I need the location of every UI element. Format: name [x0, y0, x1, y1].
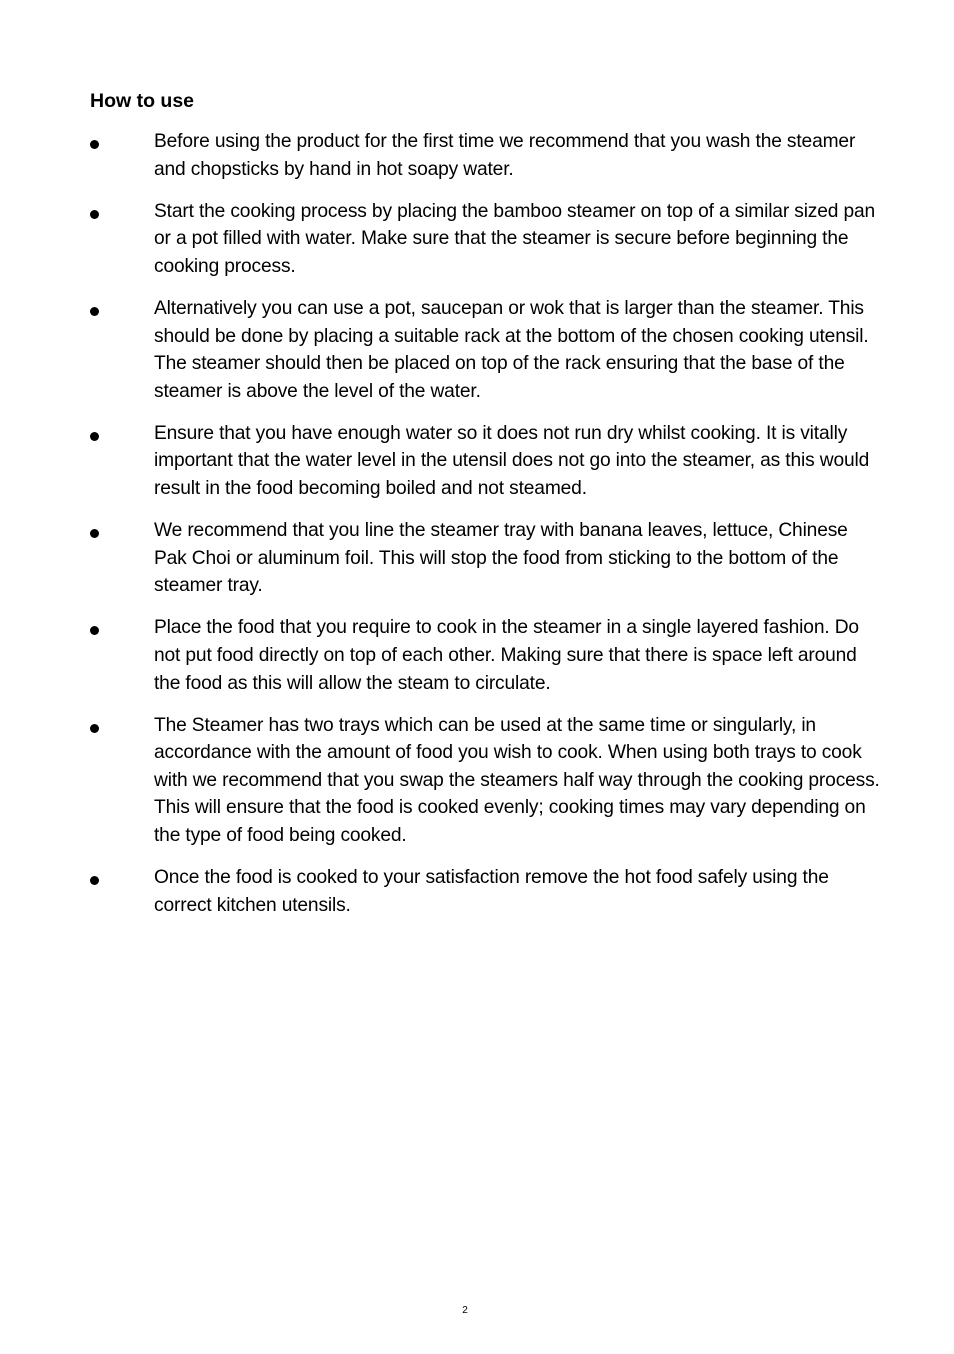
list-item: [90, 295, 880, 405]
list-item: [90, 198, 880, 281]
list-item-text: Ensure that you have enough water so it does not run dry whilst cooking. It is vitally important that the water level in the utensil does not go into the steamer, as this would result in the food becoming boiled and not steamed.: [154, 422, 870, 500]
bullet-icon: [90, 626, 99, 635]
bullet-icon: [90, 307, 99, 316]
instruction-list: [90, 128, 880, 934]
bullet-icon: [90, 140, 99, 149]
page-number: 2: [462, 1305, 468, 1316]
list-item-text: Place the food that you require to cook in the steamer in a single layered fashion. Do not put food directly on top of each other. Making sure that there is space left around the food as this will allow the steam to circulate.: [154, 617, 859, 694]
list-item: [90, 614, 880, 697]
bullet-icon: [90, 876, 99, 885]
list-item: [90, 712, 880, 850]
list-item-text: Start the cooking process by placing the bamboo steamer on top of a similar sized pan or a pot filled with water. Make sure that the steamer is secure before beginning the cooking process.: [154, 200, 876, 277]
list-item-text: The Steamer has two trays which can be used at the same time or singularly, in accordance with the amount of food you wish to cook. When using both trays to cook with we recommend that you swap the steamers half way through the cooking process. This will ensure that the food is cooked evenly; cooking times may vary depending on the type of food being cooked.: [154, 714, 880, 847]
bullet-icon: [90, 432, 99, 441]
list-item-text: We recommend that you line the steamer tray with banana leaves, lettuce, Chinese Pak Choi or aluminum foil. This will stop the food from sticking to the bottom of the steamer tray.: [154, 520, 848, 597]
list-item: [90, 864, 880, 919]
list-item: [90, 517, 880, 600]
bullet-icon: [90, 724, 99, 733]
section-heading: How to use: [90, 90, 195, 112]
list-item-text: Once the food is cooked to your satisfaction remove the hot food safely using the correct kitchen utensils.: [154, 867, 829, 916]
list-item-text: Alternatively you can use a pot, saucepan or wok that is larger than the steamer. This should be done by placing a suitable rack at the bottom of the chosen cooking utensil. The steamer should then be placed on top of the rack ensuring that the base of the steamer is above the level of the water.: [154, 297, 869, 402]
list-item: [90, 128, 880, 183]
list-item-text: Before using the product for the first time we recommend that you wash the steamer and chopsticks by hand in hot soapy water.: [154, 131, 856, 180]
list-item: [90, 420, 880, 503]
bullet-icon: [90, 210, 99, 219]
bullet-icon: [90, 529, 99, 538]
